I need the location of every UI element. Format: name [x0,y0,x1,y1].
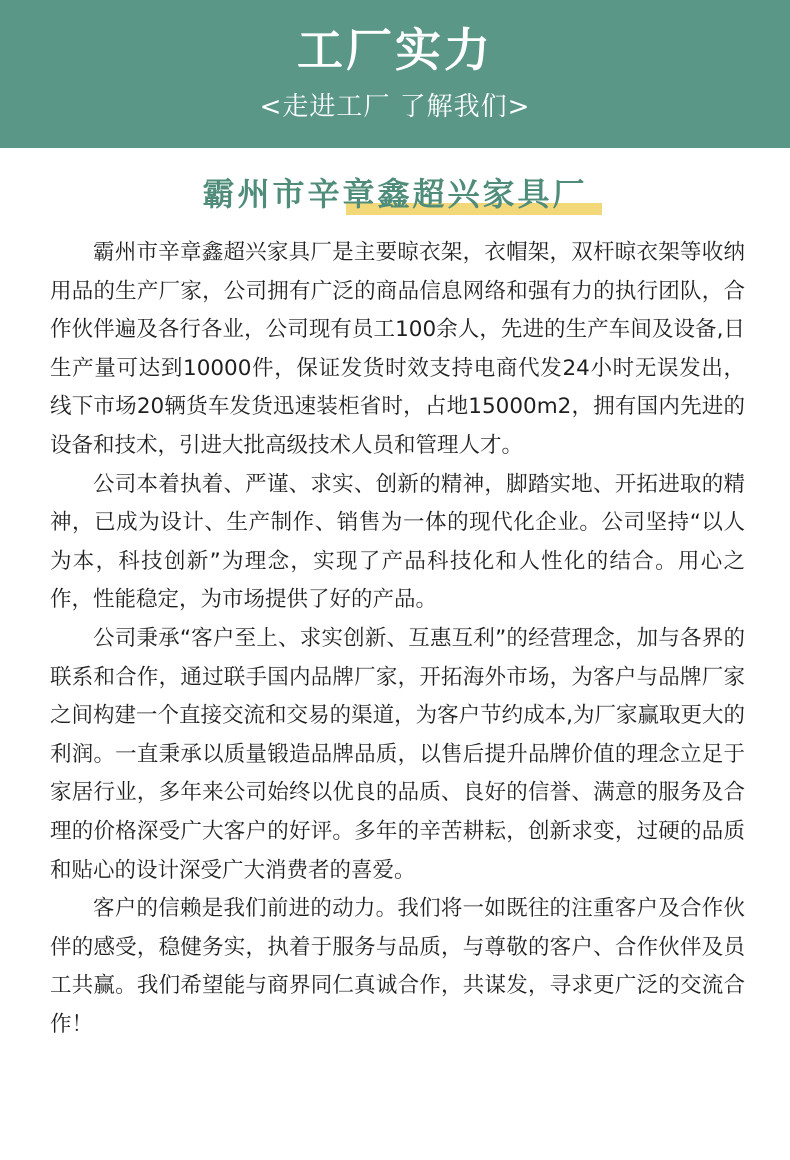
paragraph-4: 客户的信赖是我们前进的动力。我们将一如既往的注重客户及合作伙伴的感受，稳健务实，执着于服务与品质，与尊敬的客户、合作伙伴及员工共赢。我们希望能与商界同仁真诚合作，共谋发，寻求更广泛的交流合作！ [50,896,745,1037]
paragraph-1: 霸州市辛章鑫超兴家具厂是主要晾衣架，衣帽架，双杆晾衣架等收纳用品的生产厂家，公司拥有广泛的商品信息网络和强有力的执行团队，合作伙伴遍及各行各业，公司现有员工100余人，先进的生产车间及设备,日生产量可达到10000件，保证发货时效支持电商代发24小时无误发出，线下市场20辆货车发货迅速装柜省时，占地15000m2，拥有国内先进的设备和技术，引进大批高级技术人员和管理人才。 [50,240,745,458]
header-banner [0,0,790,148]
page-title: 工厂实力 [297,23,493,77]
page-subtitle: <走进工厂 了解我们> [259,92,531,122]
company-heading [0,170,790,220]
company-description [50,234,745,1044]
paragraph-3: 公司秉承“客户至上、求实创新、互惠互利”的经营理念，加与各界的联系和合作，通过联手国内品牌厂家，开拓海外市场，为客户与品牌厂家之间构建一个直接交流和交易的渠道，为客户节约成本,为厂家赢取更大的利润。一直秉承以质量锻造品牌品质，以售后提升品牌价值的理念立足于家居行业，多年来公司始终以优良的品质、良好的信誉、满意的服务及合理的价格深受广大客户的好评。多年的辛苦耕耘，创新求变，过硬的品质和贴心的设计深受广大消费者的喜爱。 [50,625,745,883]
paragraph-2: 公司本着执着、严谨、求实、创新的精神，脚踏实地、开拓进取的精神，已成为设计、生产制作、销售为一体的现代化企业。公司坚持“以人为本，科技创新”为理念，实现了产品科技化和人性化的结合。用心之作，性能稳定，为市场提供了好的产品。 [50,471,745,613]
company-name: 霸州市辛章鑫超兴家具厂 [202,175,588,213]
